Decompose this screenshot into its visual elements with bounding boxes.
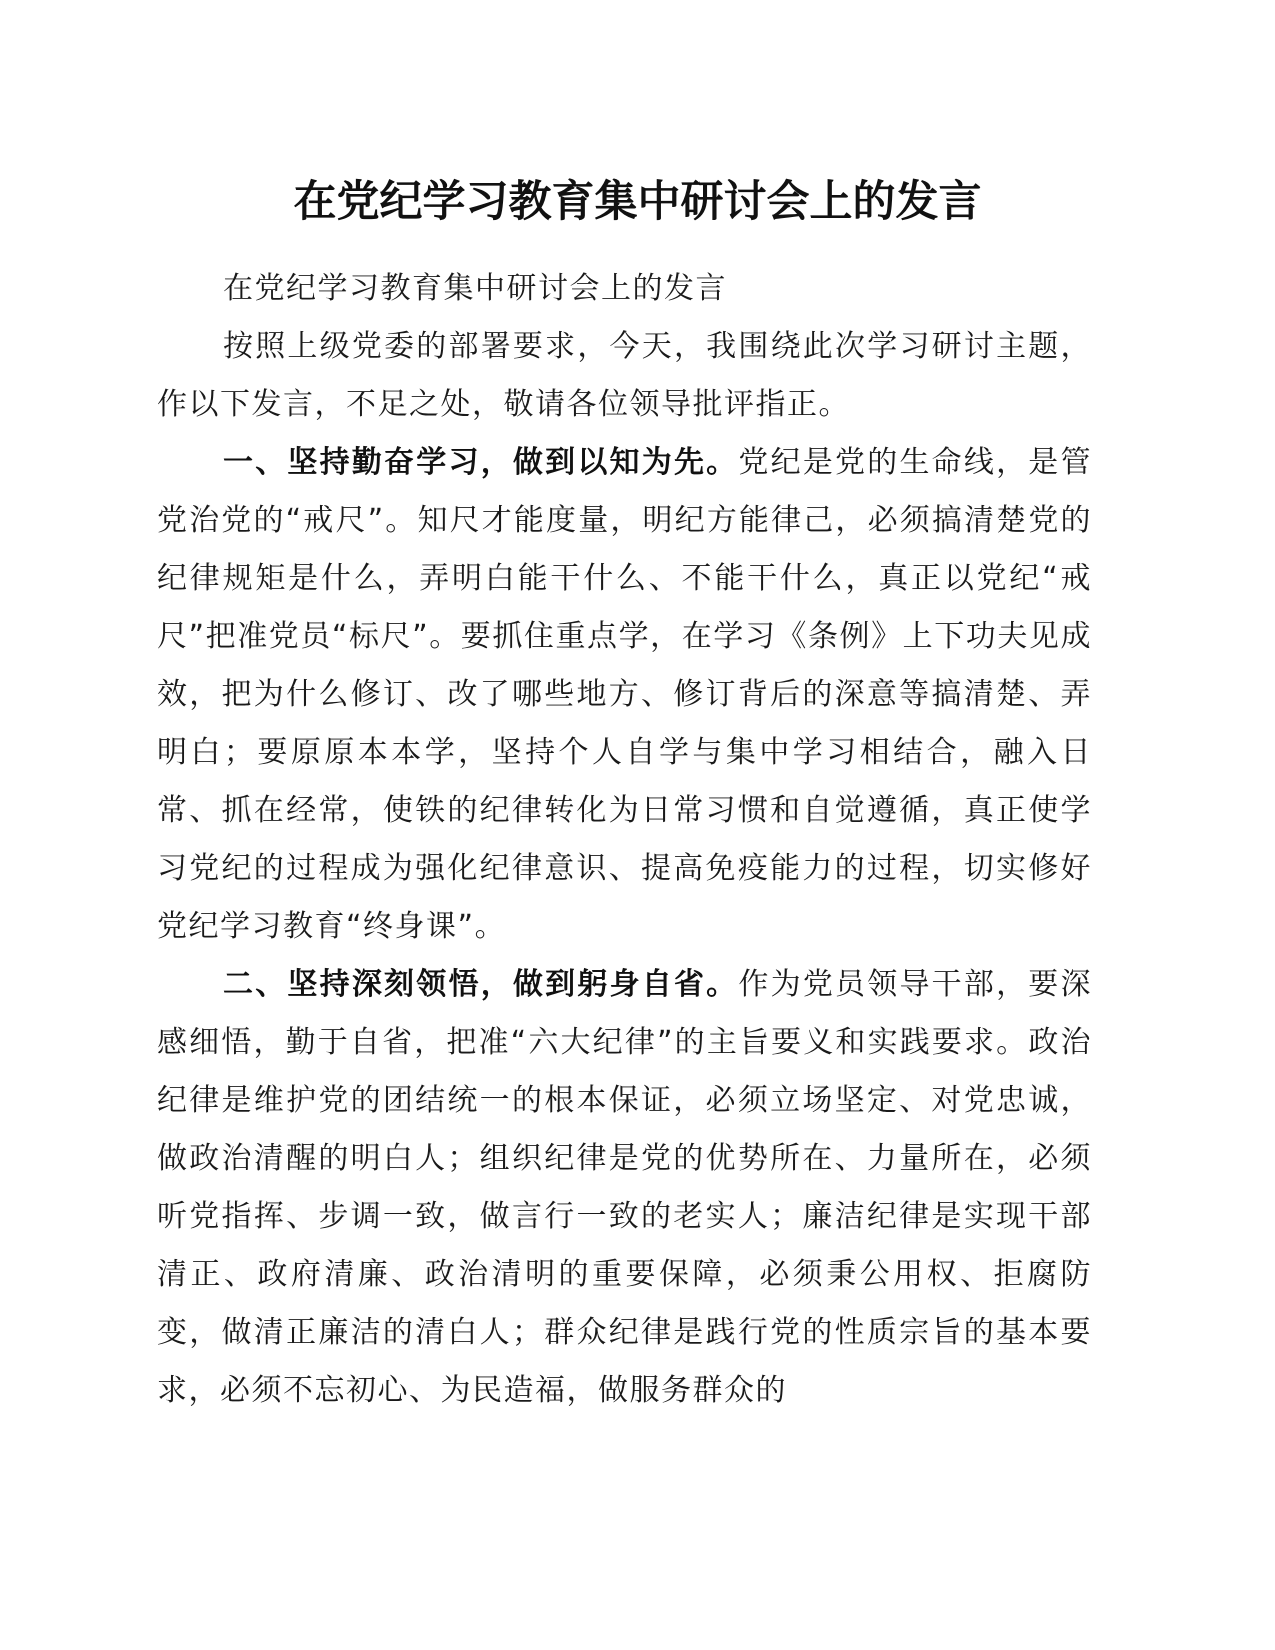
section-heading-1: 一、坚持勤奋学习，做到以知为先。	[223, 445, 739, 480]
section-heading-2: 二、坚持深刻领悟，做到躬身自省。	[223, 967, 739, 1002]
section-body-1: 党纪是党的生命线，是管党治党的“戒尺”。知尺才能度量，明纪方能律己，必须搞清楚党的纪律规矩是什么，弄明白能干什么、不能干什么，真正以党纪“戒尺”把准党员“标尺”。要抓住重点学，在学习《条例》上下功夫见成效，把为什么修订、改了哪些地方、修订背后的深意等搞清楚、弄明白；要原原本本学，坚持个人自学与集中学习相结合，融入日常、抓在经常，使铁的纪律转化为日常习惯和自觉遵循，真正使学习党纪的过程成为强化纪律意识、提高免疫能力的过程，切实修好党纪学习教育“终身课”。	[157, 445, 1093, 944]
document-body	[157, 260, 1092, 1420]
intro-paragraph: 按照上级党委的部署要求，今天，我围绕此次学习研讨主题，作以下发言，不足之处，敬请各位领导批评指正。	[157, 329, 1092, 422]
section-body-2: 作为党员领导干部，要深感细悟，勤于自省，把准“六大纪律”的主旨要义和实践要求。政治纪律是维护党的团结统一的根本保证，必须立场坚定、对党忠诚，做政治清醒的明白人；组织纪律是党的优势所在、力量所在，必须听党指挥、步调一致，做言行一致的老实人；廉洁纪律是实现干部清正、政府清廉、政治清明的重要保障，必须秉公用权、拒腐防变，做清正廉洁的清白人；群众纪律是践行党的性质宗旨的基本要求，必须不忘初心、为民造福，做服务群众的	[157, 967, 1093, 1408]
section-paragraph-2	[157, 956, 1092, 1420]
document-title: 在党纪学习教育集中研讨会上的发言	[293, 177, 982, 227]
section-paragraph-1	[157, 434, 1092, 956]
document-subtitle: 在党纪学习教育集中研讨会上的发言	[223, 271, 727, 306]
